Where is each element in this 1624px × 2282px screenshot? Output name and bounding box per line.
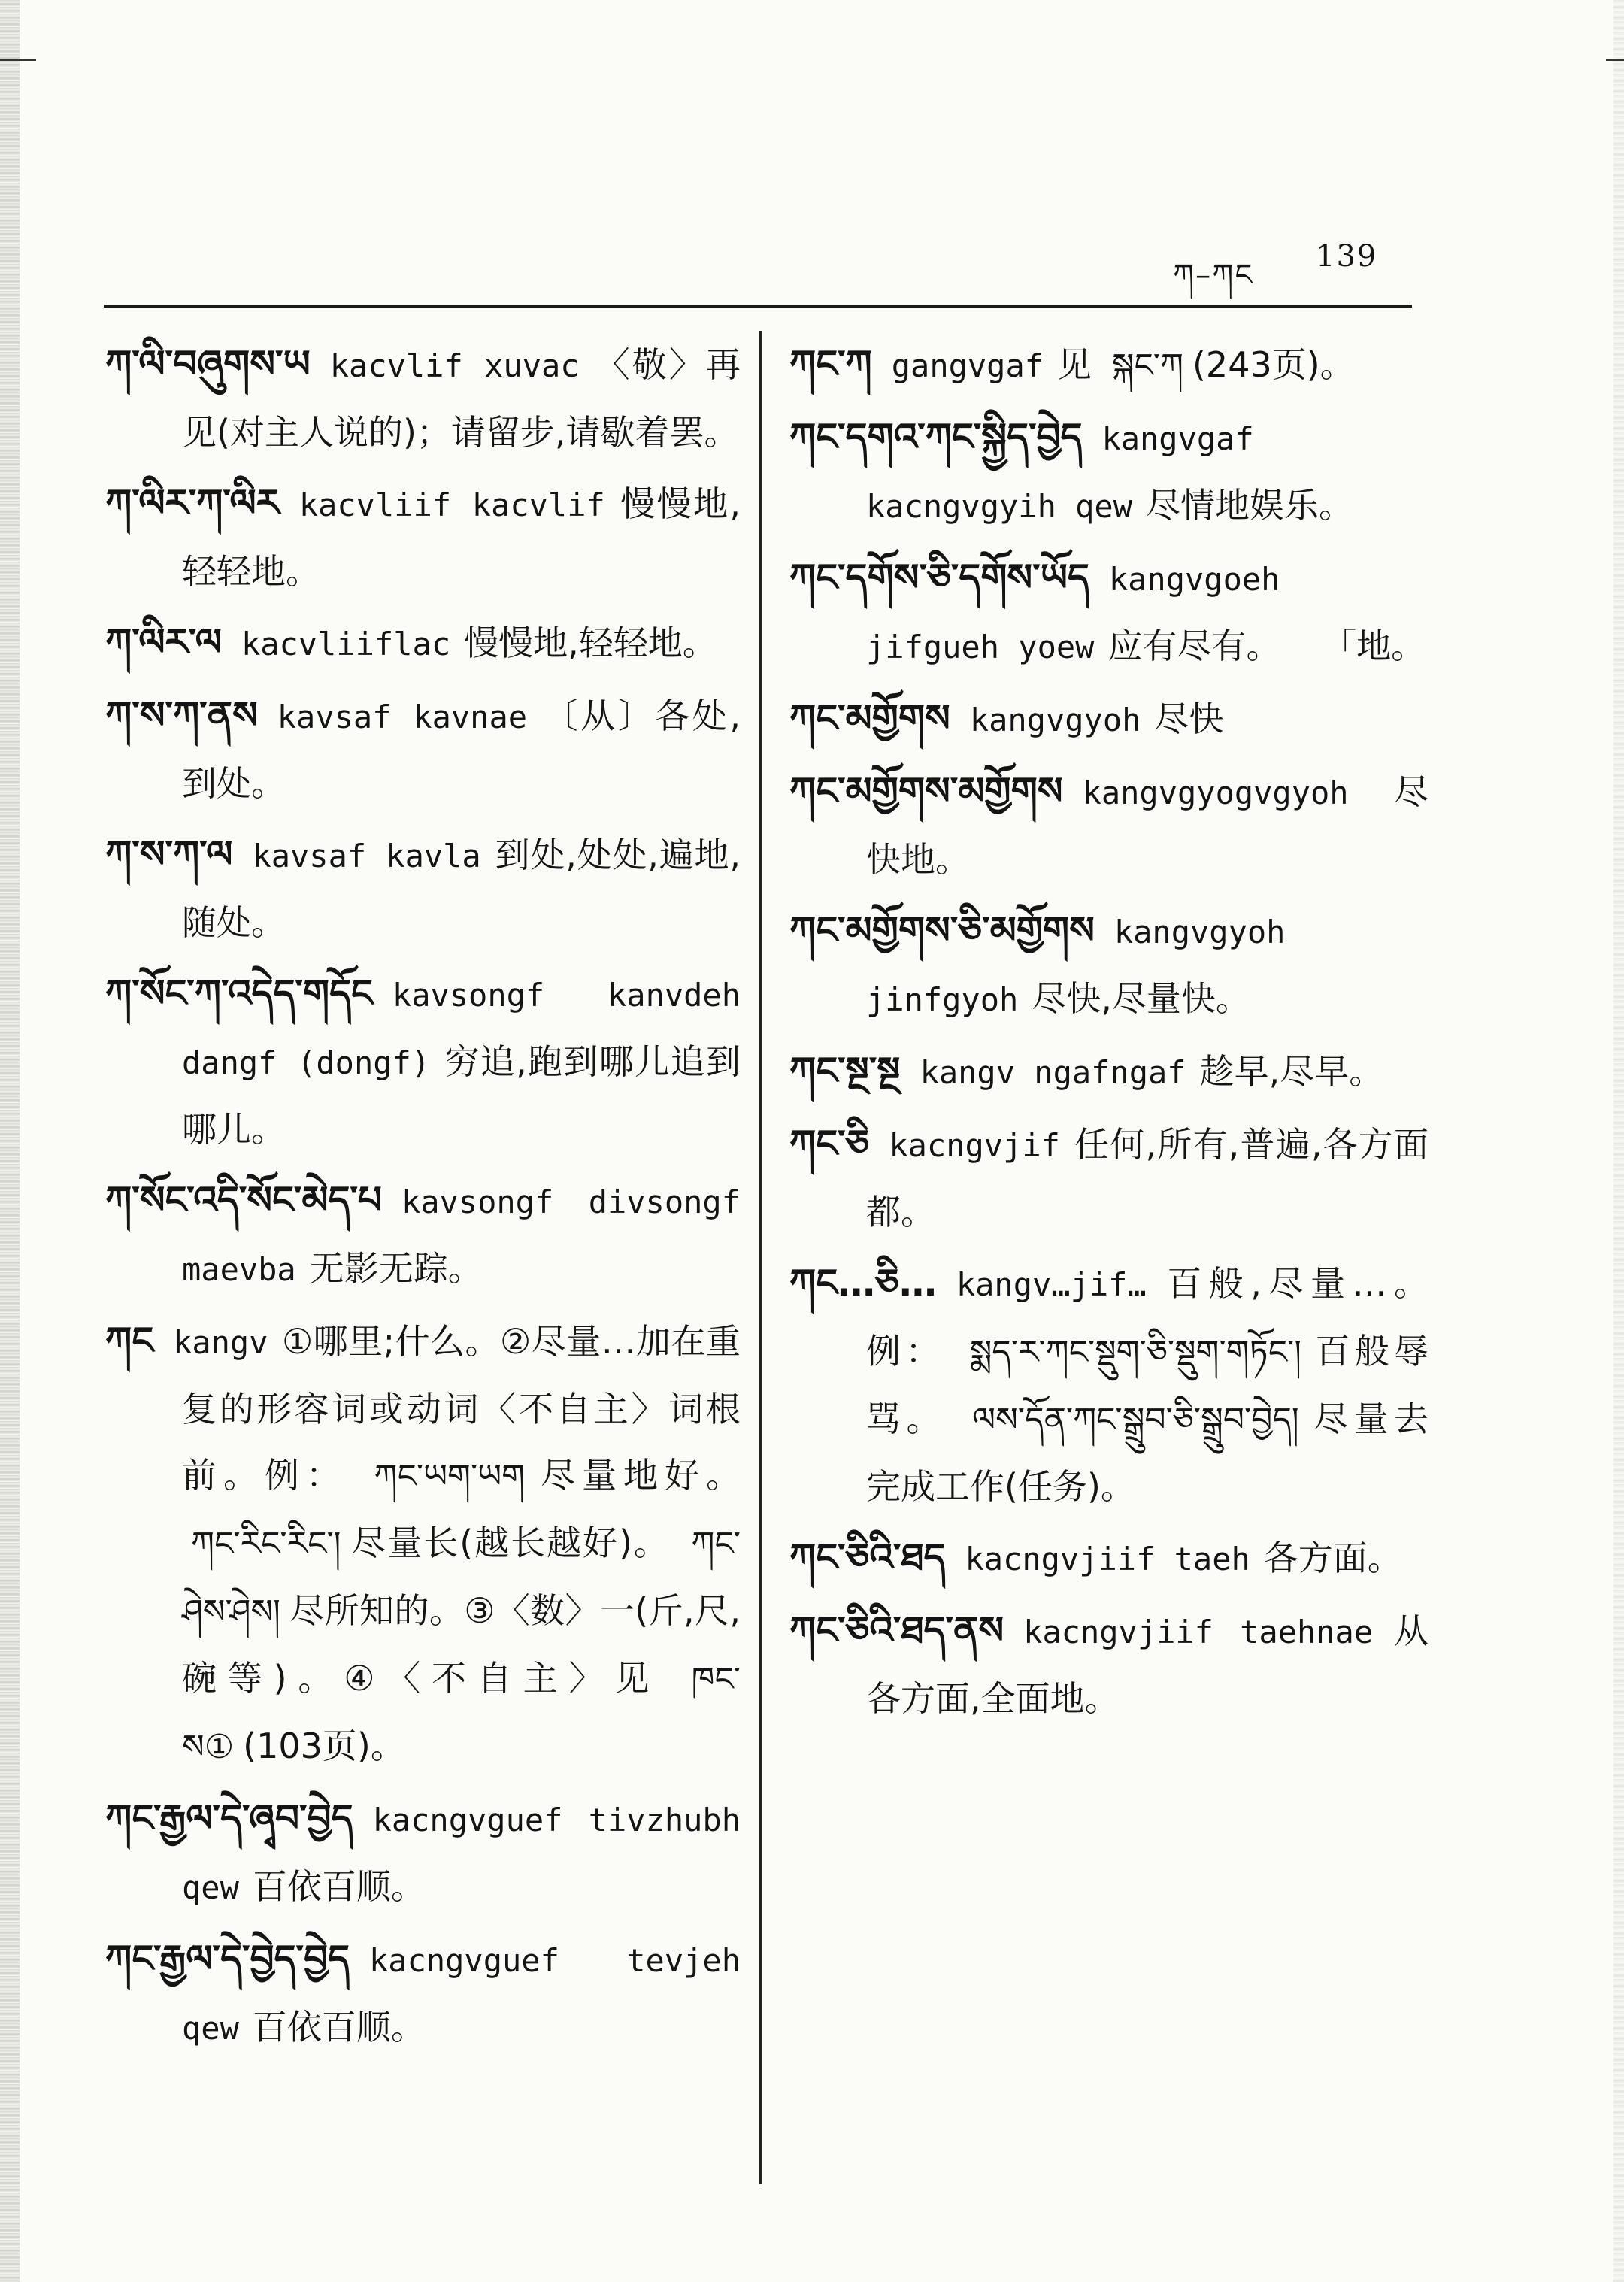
example-translation: 尽量长(越长越好)。 (350, 1523, 670, 1563)
tibetan-headword: ཀ་ལིར་ལ (105, 620, 222, 664)
dictionary-entry (105, 821, 741, 956)
tibetan-headword: ཀ་ས་ཀ་ནས (105, 693, 258, 737)
definition: 应有尽有。 (1107, 626, 1281, 666)
romanization: kangv (173, 1324, 268, 1361)
definition: 到处,处处,遍地,随处。 (182, 835, 741, 943)
tibetan-headword: ཀ་སོང་འདི་སོང་མེད་པ (105, 1178, 382, 1222)
definition: 百般,尽量…。例： (866, 1263, 1429, 1371)
tibetan-headword: ཀང་རྒྱལ་དེ་བྱེད་བྱེད (105, 1937, 350, 1980)
dictionary-entry (105, 470, 741, 605)
header-rule (104, 305, 1412, 308)
dictionary-entry (789, 1597, 1429, 1732)
tibetan-example: ཀང་ཡག་ཡག (374, 1457, 526, 1496)
dictionary-entry (105, 331, 741, 465)
definition: 穷追,跑到哪儿追到哪儿。 (182, 1041, 741, 1150)
dictionary-entry (789, 897, 1429, 1033)
romanization: kacngvjiif taeh (965, 1541, 1250, 1577)
definition: 百依百顺。 (252, 2007, 426, 2047)
dictionary-entry (105, 1926, 741, 2062)
tibetan-example: ཀང་རིང་རིང་། (191, 1525, 341, 1563)
dictionary-entry (105, 1167, 741, 1303)
column-divider (759, 331, 762, 2184)
tibetan-headword: ཀ་ལིར་ཀ་ལིར (105, 481, 280, 525)
tibetan-headword: ཀང…ཅི… (789, 1261, 937, 1305)
definition: 慢慢地,轻轻地。 (182, 483, 741, 592)
definition: 尽快 (1154, 699, 1224, 739)
page-number: 139 (1316, 239, 1378, 274)
tibetan-headword: ཀང་སྔ་སྔ (789, 1049, 901, 1093)
romanization: kacvliiflac (241, 626, 451, 662)
definition: 趁早,尽早。 (1199, 1051, 1384, 1092)
dictionary-entry (105, 960, 741, 1162)
tibetan-headword: ཀང་ཅིའི་ཐད་ནས (789, 1608, 1004, 1652)
romanization: kacngvjiif taehnae (1023, 1614, 1374, 1650)
dictionary-entry (105, 609, 741, 677)
tibetan-headword: ཀང (105, 1319, 154, 1362)
definition: 慢慢地,轻轻地。 (464, 623, 717, 663)
romanization: kangvgaf kacngvgyih qew (866, 420, 1254, 525)
definition: 〈敬〉再见(对主人说的)；请留步,请歇着罢。 (182, 344, 741, 453)
cross-reference-page: (103页)。 (243, 1726, 405, 1766)
tibetan-headword: ཀང་རྒྱལ་དེ་ཞྭབ་བྱེད (105, 1796, 353, 1840)
edge-mark (1606, 59, 1624, 61)
example-translation: 尽量去完成工作(任务)。 (866, 1399, 1429, 1507)
romanization: kacngvguef tevjeh qew (182, 1942, 741, 2047)
romanization: kacvlif xuvac (329, 347, 580, 384)
romanization: gangvgaf (891, 347, 1044, 384)
definition: 见 (1057, 344, 1092, 385)
definition: ①哪里;什么。②尽量…加在重复的形容词或动词〈不自主〉词根前。例： (182, 1321, 741, 1496)
tibetan-headword: ཀང་ཀ (789, 342, 872, 386)
tibetan-headword: ཀང་ཅི (789, 1122, 870, 1165)
left-column (105, 331, 741, 2062)
dictionary-entry (789, 685, 1429, 753)
romanization: kacngvjif (889, 1127, 1060, 1164)
romanization: kangvgoeh jifgueh yoew (866, 561, 1280, 665)
definition: 无影无踪。 (309, 1248, 483, 1289)
example-translation: 尽量地好。 (534, 1455, 741, 1496)
dictionary-entry (789, 544, 1429, 680)
romanization: kangv ngafngaf (920, 1054, 1186, 1091)
tibetan-headword: ཀང་མགྱོགས་ཅི་མགྱོགས (789, 908, 1095, 952)
example-translation: 尽所知的。③〈数〉一(斤,尺,碗等)。④〈不自主〉见 (182, 1590, 741, 1699)
dictionary-entry (105, 1308, 741, 1780)
romanization: kacvliif kacvlif (298, 486, 605, 523)
dictionary-entry (105, 1785, 741, 1921)
romanization: kangv…jif… (956, 1266, 1147, 1303)
romanization: kangvgyogvgyoh (1082, 774, 1349, 811)
tibetan-example: སྨད་ར་ཀང་སྡུག་ཅི་སྡུག་གཏོང་། (969, 1333, 1302, 1371)
cross-reference-page: (243页)。 (1192, 344, 1355, 385)
right-column (789, 331, 1429, 1732)
dictionary-entry (789, 758, 1429, 892)
cross-reference: ཁང་ས① (182, 1660, 741, 1766)
dictionary-entry (789, 1111, 1429, 1245)
definition: 尽情地娱乐。 (1146, 485, 1354, 526)
scan-edge-left (0, 0, 20, 2282)
romanization: kavsongf kanvdeh dangf (dongf) (182, 977, 741, 1081)
tibetan-headword: ཀ་ས་ཀ་ལ (105, 832, 233, 876)
romanization: kangvgyoh jinfgyoh (866, 914, 1286, 1018)
dictionary-entry (789, 1038, 1429, 1106)
tibetan-headword: ཀ་སོང་ཀ་འདེད་གདོང (105, 971, 373, 1015)
tibetan-headword: ཀ་ལི་བཞུགས་ཡ (105, 342, 311, 386)
definition: 〔从〕各处,到处。 (182, 696, 741, 804)
edge-mark (0, 59, 36, 61)
romanization: kavsaf kavnae (277, 699, 528, 735)
tibetan-headword: ཀང་མགྱོགས་མགྱོགས (789, 769, 1063, 813)
tibetan-example: ལས་དོན་ཀང་སྒྲུབ་ཅི་སྒྲུབ་བྱེད། (972, 1401, 1299, 1439)
definition: 百依百顺。 (252, 1866, 426, 1907)
romanization: kavsaf kavla (252, 838, 481, 874)
romanization: kacngvguef tivzhubh qew (182, 1802, 741, 1906)
tibetan-headword: ཀང་ཅིའི་ཐད (789, 1535, 946, 1579)
definition: 从各方面,全面地。 (866, 1611, 1429, 1719)
romanization: kavsongf divsongf maevba (182, 1183, 741, 1288)
dictionary-entry (789, 331, 1429, 399)
example-translation: 百般辱骂。 (866, 1331, 1429, 1439)
tibetan-headword: ཀང་དགོས་ཅི་དགོས་ཡོད (789, 556, 1089, 599)
definition: 尽快,尽量快。 (1032, 978, 1250, 1019)
tibetan-headword: ཀང་དགའ་ཀང་སྐྱིད་བྱེད (789, 415, 1083, 459)
definition: 尽快地。 (866, 771, 1429, 880)
dictionary-entry (789, 1250, 1429, 1520)
dictionary-entry (789, 1524, 1429, 1593)
dictionary-entry (105, 682, 741, 817)
definition: 各方面。 (1263, 1538, 1402, 1578)
margin-note: 「地。 (1322, 626, 1426, 666)
running-head: ཀ–ཀང (1173, 258, 1254, 292)
tibetan-headword: ཀང་མགྱོགས (789, 696, 950, 740)
cross-reference: སྐང་ཀ (1111, 347, 1183, 385)
definition: 任何,所有,普遍,各方面都。 (866, 1124, 1429, 1232)
romanization: kangvgyoh (969, 702, 1141, 738)
dictionary-entry (789, 404, 1429, 540)
tibetan-example: ཀང་ཤེས་ཤེས། (182, 1525, 741, 1631)
scan-edge-right (1613, 0, 1624, 2282)
